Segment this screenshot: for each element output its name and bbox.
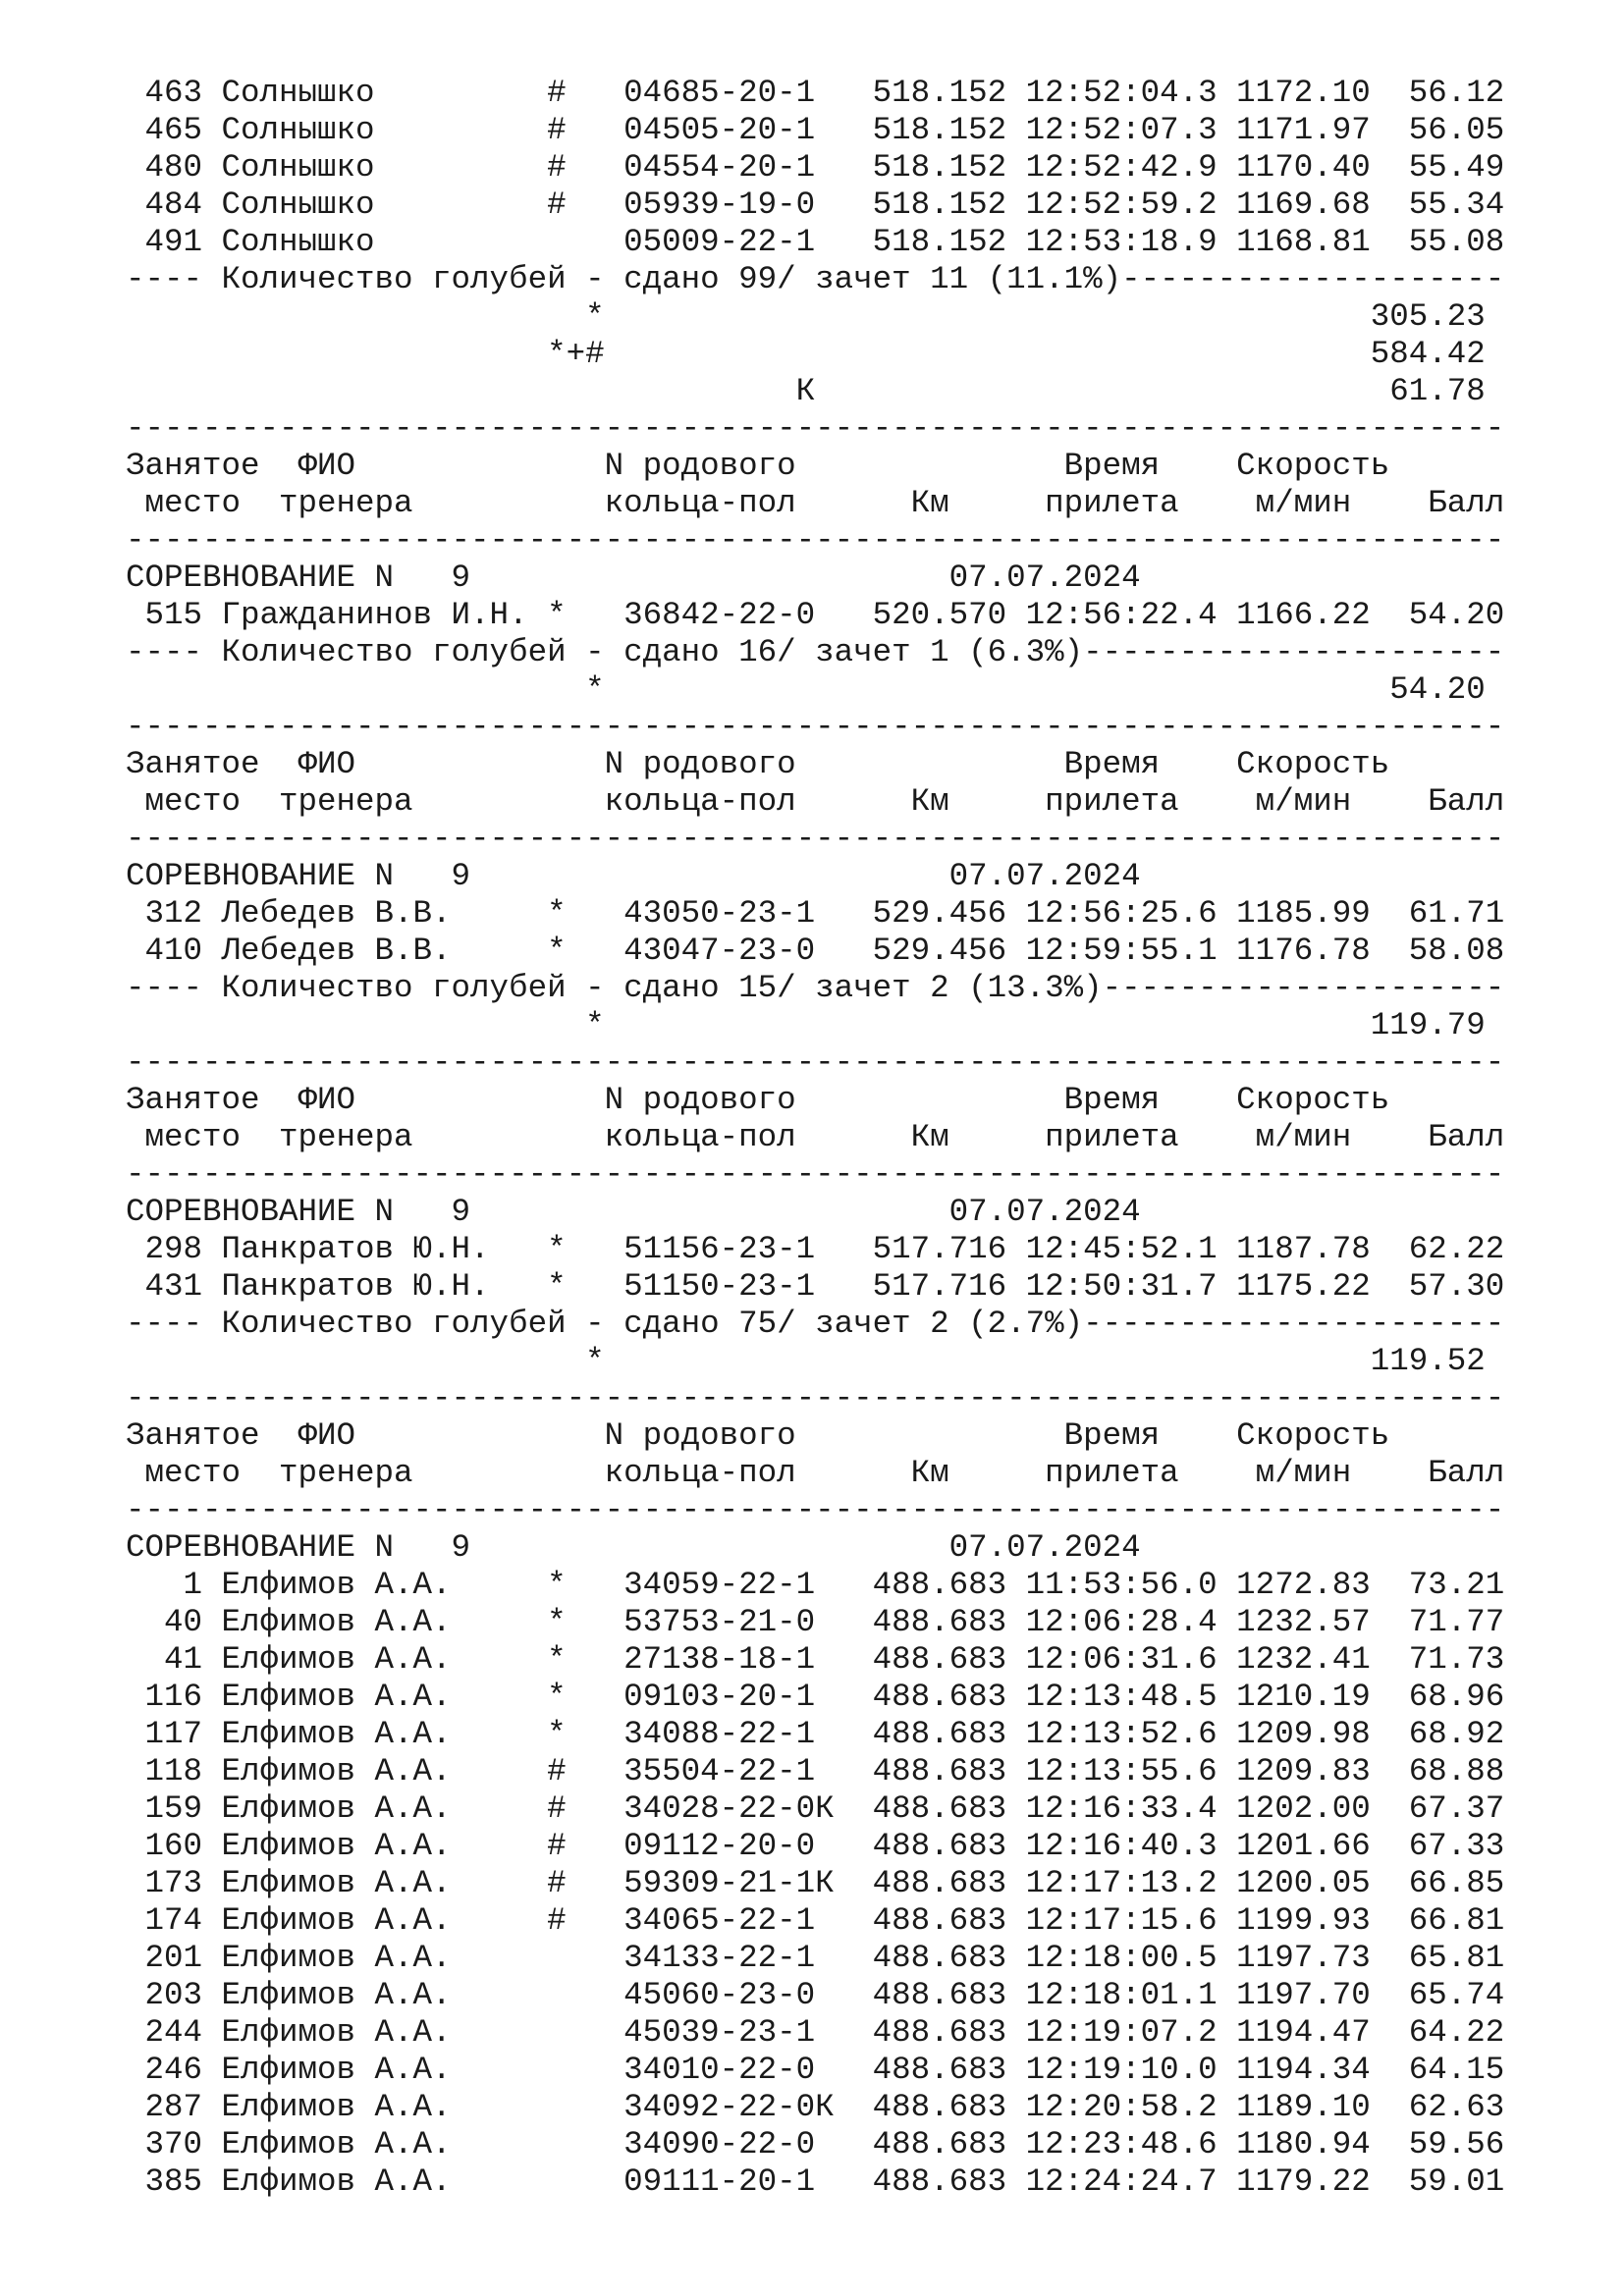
printout-line: 244 Елфимов А.А. 45039-23-1 488.683 12:19:07.2 1194.47 64.22	[126, 2014, 1505, 2051]
printout-line: 370 Елфимов А.А. 34090-22-0 488.683 12:23:48.6 1180.94 59.56	[126, 2126, 1505, 2163]
printout-line: СОРЕВНОВАНИЕ N 9 07.07.2024	[126, 1529, 1141, 1566]
printout-line: 465 Солнышко # 04505-20-1 518.152 12:52:07.3 1171.97 56.05	[126, 112, 1505, 148]
printout-line: 40 Елфимов А.А. * 53753-21-0 488.683 12:06:28.4 1232.57 71.77	[126, 1604, 1505, 1640]
printout-line: 463 Солнышко # 04685-20-1 518.152 12:52:04.3 1172.10 56.12	[126, 75, 1505, 111]
printout-line: 410 Лебедев В.В. * 43047-23-0 529.456 12:59:55.1 1176.78 58.08	[126, 933, 1505, 969]
printout-line: К 61.78	[126, 373, 1486, 409]
printout-line: ------------------------------------------------------------------------	[126, 410, 1505, 447]
printout-line: 287 Елфимов А.А. 34092-22-0К 488.683 12:20:58.2 1189.10 62.63	[126, 2089, 1505, 2125]
printout-line: 484 Солнышко # 05939-19-0 518.152 12:52:59.2 1169.68 55.34	[126, 187, 1505, 223]
printout-line: 385 Елфимов А.А. 09111-20-1 488.683 12:24:24.7 1179.22 59.01	[126, 2163, 1505, 2200]
printout-line: место тренера кольца-пол Км прилета м/мин Балл	[126, 1119, 1505, 1155]
printout-line: СОРЕВНОВАНИЕ N 9 07.07.2024	[126, 560, 1141, 596]
race-results-printout	[126, 75, 1504, 2201]
printout-line: 159 Елфимов А.А. # 34028-22-0К 488.683 12:16:33.4 1202.00 67.37	[126, 1790, 1505, 1827]
printout-line: ------------------------------------------------------------------------	[126, 1044, 1505, 1081]
printout-line: ---- Количество голубей - сдано 99/ зачет 11 (11.1%)--------------------	[126, 261, 1505, 297]
printout-line: 160 Елфимов А.А. # 09112-20-0 488.683 12:16:40.3 1201.66 67.33	[126, 1828, 1505, 1864]
printout-line: 298 Панкратов Ю.Н. * 51156-23-1 517.716 12:45:52.1 1187.78 62.22	[126, 1231, 1505, 1267]
printout-line: место тренера кольца-пол Км прилета м/мин Балл	[126, 783, 1505, 820]
printout-line: 491 Солнышко 05009-22-1 518.152 12:53:18.9 1168.81 55.08	[126, 224, 1505, 260]
printout-line: ------------------------------------------------------------------------	[126, 1492, 1505, 1528]
printout-line: ------------------------------------------------------------------------	[126, 709, 1505, 745]
printout-line: 173 Елфимов А.А. # 59309-21-1К 488.683 12:17:13.2 1200.05 66.85	[126, 1865, 1505, 1901]
printout-line: 201 Елфимов А.А. 34133-22-1 488.683 12:18:00.5 1197.73 65.81	[126, 1940, 1505, 1976]
printout-line: 312 Лебедев В.В. * 43050-23-1 529.456 12:56:25.6 1185.99 61.71	[126, 895, 1505, 932]
printout-line: * 305.23	[126, 298, 1486, 335]
printout-line: Занятое ФИО N родового Время Скорость	[126, 1082, 1390, 1118]
printout-line: место тренера кольца-пол Км прилета м/мин Балл	[126, 1455, 1505, 1491]
printout-line: 480 Солнышко # 04554-20-1 518.152 12:52:42.9 1170.40 55.49	[126, 149, 1505, 186]
printout-line: ------------------------------------------------------------------------	[126, 1156, 1505, 1193]
printout-line: 118 Елфимов А.А. # 35504-22-1 488.683 12:13:55.6 1209.83 68.88	[126, 1753, 1505, 1789]
printout-line: 41 Елфимов А.А. * 27138-18-1 488.683 12:06:31.6 1232.41 71.73	[126, 1641, 1505, 1678]
printout-line: ------------------------------------------------------------------------	[126, 522, 1505, 559]
printout-line: ---- Количество голубей - сдано 16/ зачет 1 (6.3%)----------------------	[126, 634, 1505, 670]
printout-line: место тренера кольца-пол Км прилета м/мин Балл	[126, 485, 1505, 521]
printout-line: СОРЕВНОВАНИЕ N 9 07.07.2024	[126, 1194, 1141, 1230]
printout-line: * 119.52	[126, 1343, 1486, 1379]
printout-line: *+# 584.42	[126, 336, 1486, 372]
printout-line: Занятое ФИО N родового Время Скорость	[126, 746, 1390, 782]
printout-line: 116 Елфимов А.А. * 09103-20-1 488.683 12:13:48.5 1210.19 68.96	[126, 1679, 1505, 1715]
printout-line: * 54.20	[126, 671, 1486, 708]
printout-line: ---- Количество голубей - сдано 75/ зачет 2 (2.7%)----------------------	[126, 1306, 1505, 1342]
printout-line: * 119.79	[126, 1007, 1486, 1043]
printout-line: 174 Елфимов А.А. # 34065-22-1 488.683 12:17:15.6 1199.93 66.81	[126, 1902, 1505, 1939]
printout-line: 1 Елфимов А.А. * 34059-22-1 488.683 11:53:56.0 1272.83 73.21	[126, 1567, 1505, 1603]
printout-line: СОРЕВНОВАНИЕ N 9 07.07.2024	[126, 858, 1141, 894]
printout-line: 246 Елфимов А.А. 34010-22-0 488.683 12:19:10.0 1194.34 64.15	[126, 2052, 1505, 2088]
printout-line: ---- Количество голубей - сдано 15/ зачет 2 (13.3%)---------------------	[126, 970, 1505, 1006]
printout-line: 515 Гражданинов И.Н. * 36842-22-0 520.570 12:56:22.4 1166.22 54.20	[126, 597, 1505, 633]
printout-line: 203 Елфимов А.А. 45060-23-0 488.683 12:18:01.1 1197.70 65.74	[126, 1977, 1505, 2013]
printout-line: 117 Елфимов А.А. * 34088-22-1 488.683 12:13:52.6 1209.98 68.92	[126, 1716, 1505, 1752]
printout-line: Занятое ФИО N родового Время Скорость	[126, 1417, 1390, 1454]
printout-line: 431 Панкратов Ю.Н. * 51150-23-1 517.716 12:50:31.7 1175.22 57.30	[126, 1268, 1505, 1305]
printout-line: ------------------------------------------------------------------------	[126, 1380, 1505, 1416]
printout-line: Занятое ФИО N родового Время Скорость	[126, 448, 1390, 484]
printout-line: ------------------------------------------------------------------------	[126, 821, 1505, 857]
